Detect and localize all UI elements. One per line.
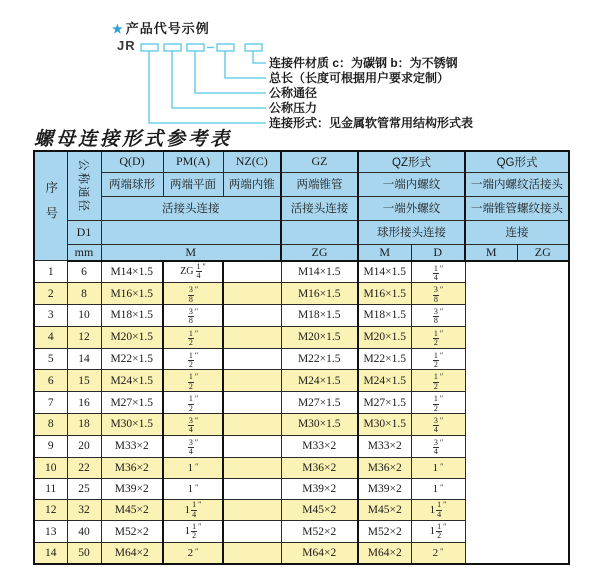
connector-line-material: [253, 51, 266, 63]
cell-qzd: M18×1.5: [281, 305, 358, 327]
cell-qgzg: $\frac{3}{8}$ ″: [411, 283, 465, 305]
label-pressure: 公称压力: [269, 101, 318, 115]
cell-qzm: [223, 478, 281, 499]
table-row: [34, 521, 569, 542]
cell-m: M27×1.5: [101, 392, 163, 414]
table-row: [34, 283, 569, 305]
cell-qzd: M20×1.5: [281, 326, 358, 348]
cell-dn: 6: [67, 261, 101, 283]
header-union-connection: 活接头连接: [101, 196, 281, 220]
code-box-5: [245, 44, 262, 51]
cell-qgm: M64×2: [358, 542, 411, 563]
cell-qzm: [223, 542, 281, 563]
table-row: [34, 435, 569, 457]
cell-gz: $\frac{1}{2}$ ″: [163, 326, 223, 348]
table-row: [34, 478, 569, 499]
cell-no: 3: [34, 305, 67, 327]
cell-dn: 14: [67, 348, 101, 370]
cell-qgzg: $\frac{3}{4}$ ″: [411, 413, 465, 435]
cell-qgzg: $\frac{3}{4}$ ″: [411, 435, 465, 457]
cell-qzd: M52×2: [281, 521, 358, 542]
cell-m: M22×1.5: [101, 348, 163, 370]
cell-qgzg: $\frac{1}{2}$ ″: [411, 348, 465, 370]
cell-qgzg: $\frac{1}{4}$ ″: [411, 261, 465, 283]
header-q: Q(D): [101, 151, 163, 172]
cell-qzm: [223, 283, 281, 305]
cell-dn: 10: [67, 305, 101, 327]
cell-no: 13: [34, 521, 67, 542]
header-qg-connect: 连接: [465, 220, 569, 244]
connector-line-diameter: [195, 51, 266, 93]
cell-qgzg: $\frac{3}{8}$ ″: [411, 305, 465, 327]
cell-m: M45×2: [101, 500, 163, 521]
cell-qgm: M24×1.5: [358, 370, 411, 392]
cell-m: M16×1.5: [101, 283, 163, 305]
header-zg: ZG: [281, 244, 358, 261]
cell-qzd: M24×1.5: [281, 370, 358, 392]
header-nz: NZ(C): [223, 151, 281, 172]
table-title: 螺母连接形式参考表: [34, 128, 233, 150]
cell-qzm: [223, 521, 281, 542]
label-material: 连接件材质 c：为碳钢 b：为不锈钢: [269, 56, 458, 70]
header-qz-m: M: [358, 244, 411, 261]
cell-qzd: M39×2: [281, 478, 358, 499]
header-qz-external: 一端外螺纹: [358, 196, 465, 220]
cell-qgm: M33×2: [358, 435, 411, 457]
cell-qzd: M36×2: [281, 457, 358, 478]
code-box-4: [217, 44, 234, 51]
cell-qgzg: $\frac{1}{2}$ ″: [411, 370, 465, 392]
cell-dn: 16: [67, 392, 101, 414]
header-qz-d: D: [411, 244, 465, 261]
cell-gz: $\frac{1}{2}$ ″: [163, 370, 223, 392]
cell-gz: $\frac{1}{2}$ ″: [163, 348, 223, 370]
cell-qgzg: $\frac{1}{2}$ ″: [411, 392, 465, 414]
product-code-heading-text: 产品代号示例: [125, 21, 210, 36]
cell-gz: 2 ″: [163, 542, 223, 563]
table-row: [34, 261, 569, 283]
cell-dn: 8: [67, 283, 101, 305]
cell-qgzg: 1 $\frac{1}{4}$ ″: [411, 500, 465, 521]
cell-no: 11: [34, 478, 67, 499]
header-pm: PM(A): [163, 151, 223, 172]
table-header: [34, 151, 569, 261]
header-qg: QG形式: [465, 151, 569, 172]
header-nz-desc: 两端内锥: [223, 172, 281, 196]
header-gz: GZ: [281, 151, 358, 172]
cell-no: 8: [34, 413, 67, 435]
cell-no: 4: [34, 326, 67, 348]
connector-line-length: [225, 51, 266, 78]
table-row: [34, 392, 569, 414]
header-m: M: [101, 244, 281, 261]
table-row: [34, 500, 569, 521]
cell-gz: 1 ″: [163, 478, 223, 499]
cell-qzm: [223, 261, 281, 283]
label-diameter: 公称通径: [269, 86, 318, 100]
cell-no: 12: [34, 500, 67, 521]
cell-qzm: [223, 435, 281, 457]
cell-qzm: [223, 370, 281, 392]
cell-qzm: [223, 305, 281, 327]
header-serial: 序号: [34, 151, 67, 261]
cell-no: 14: [34, 542, 67, 563]
cell-qzd: M27×1.5: [281, 392, 358, 414]
table-row: [34, 326, 569, 348]
cell-qzm: [223, 392, 281, 414]
cell-no: 6: [34, 370, 67, 392]
cell-no: 1: [34, 261, 67, 283]
cell-qgm: M14×1.5: [358, 261, 411, 283]
cell-qzm: [223, 457, 281, 478]
header-qg-m: M: [465, 244, 517, 261]
cell-qzm: [223, 413, 281, 435]
cell-qgzg: 1 ″: [411, 478, 465, 499]
cell-qgm: M30×1.5: [358, 413, 411, 435]
cell-qzd: M16×1.5: [281, 283, 358, 305]
cell-qgzg: $\frac{1}{2}$ ″: [411, 326, 465, 348]
cell-dn: 32: [67, 500, 101, 521]
header-gz-connection: 活接头连接: [281, 196, 358, 220]
cell-gz: 1 ″: [163, 457, 223, 478]
cell-qzd: M30×1.5: [281, 413, 358, 435]
cell-gz: ZG $\frac{1}{4}$ ″: [163, 261, 223, 283]
header-gz-desc: 两端锥管: [281, 172, 358, 196]
code-prefix: JR: [117, 38, 136, 53]
header-qz-desc: 一端内螺纹: [358, 172, 465, 196]
cell-no: 2: [34, 283, 67, 305]
header-qz: QZ形式: [358, 151, 465, 172]
header-qg-taper: 一端锥管螺纹接头: [465, 196, 569, 220]
cell-m: M18×1.5: [101, 305, 163, 327]
cell-m: M30×1.5: [101, 413, 163, 435]
header-mm: mm: [67, 244, 101, 261]
cell-no: 10: [34, 457, 67, 478]
nut-connection-table: [33, 150, 570, 565]
cell-m: M52×2: [101, 521, 163, 542]
code-box-3: [187, 44, 204, 51]
connector-line-pressure: [172, 51, 266, 108]
connector-line-connection: [149, 51, 266, 123]
cell-gz: $\frac{3}{8}$ ″: [163, 305, 223, 327]
cell-qgm: M16×1.5: [358, 283, 411, 305]
cell-dn: 12: [67, 326, 101, 348]
cell-dn: 25: [67, 478, 101, 499]
cell-m: M24×1.5: [101, 370, 163, 392]
cell-no: 5: [34, 348, 67, 370]
cell-m: M64×2: [101, 542, 163, 563]
cell-dn: 20: [67, 435, 101, 457]
cell-dn: 50: [67, 542, 101, 563]
table-body: [34, 261, 569, 564]
cell-qzm: [223, 326, 281, 348]
table-row: [34, 542, 569, 563]
header-empty-gz: [281, 220, 358, 244]
cell-qzd: M45×2: [281, 500, 358, 521]
cell-dn: 40: [67, 521, 101, 542]
header-qg-desc: 一端内螺纹活接头: [465, 172, 569, 196]
code-box-1: [141, 44, 158, 51]
cell-qgzg: 1 $\frac{1}{2}$ ″: [411, 521, 465, 542]
cell-qgm: M52×2: [358, 521, 411, 542]
table-row: [34, 348, 569, 370]
cell-gz: $\frac{3}{4}$ ″: [163, 413, 223, 435]
cell-qgm: M36×2: [358, 457, 411, 478]
cell-qgzg: 2 ″: [411, 542, 465, 563]
cell-no: 7: [34, 392, 67, 414]
cell-qgm: M39×2: [358, 478, 411, 499]
cell-qgm: M18×1.5: [358, 305, 411, 327]
header-empty-left: [101, 220, 281, 244]
table-row: [34, 457, 569, 478]
table-row: [34, 370, 569, 392]
star-icon: ★: [112, 22, 124, 36]
cell-gz: $\frac{3}{8}$ ″: [163, 283, 223, 305]
cell-qzd: M64×2: [281, 542, 358, 563]
cell-gz: $\frac{3}{4}$ ″: [163, 435, 223, 457]
cell-qgm: M45×2: [358, 500, 411, 521]
table-row: [34, 305, 569, 327]
cell-dn: 22: [67, 457, 101, 478]
cell-gz: 1 $\frac{1}{2}$ ″: [163, 521, 223, 542]
cell-m: M20×1.5: [101, 326, 163, 348]
cell-gz: 1 $\frac{1}{4}$ ″: [163, 500, 223, 521]
cell-dn: 15: [67, 370, 101, 392]
cell-no: 9: [34, 435, 67, 457]
cell-qzm: [223, 348, 281, 370]
cell-qzd: M14×1.5: [281, 261, 358, 283]
cell-m: M39×2: [101, 478, 163, 499]
cell-m: M33×2: [101, 435, 163, 457]
cell-gz: $\frac{1}{2}$ ″: [163, 392, 223, 414]
cell-dn: 18: [67, 413, 101, 435]
cell-qgm: M22×1.5: [358, 348, 411, 370]
cell-m: M36×2: [101, 457, 163, 478]
cell-qgm: M20×1.5: [358, 326, 411, 348]
cell-qzd: M22×1.5: [281, 348, 358, 370]
code-box-2: [164, 44, 181, 51]
cell-qgzg: 1 ″: [411, 457, 465, 478]
header-qz-ball: 球形接头连接: [358, 220, 465, 244]
header-qg-zg: ZG: [517, 244, 569, 261]
header-d1: D1: [67, 220, 101, 244]
cell-qgm: M27×1.5: [358, 392, 411, 414]
header-diameter: 公称通径: [67, 151, 101, 220]
table-row: [34, 413, 569, 435]
cell-qzd: M33×2: [281, 435, 358, 457]
cell-m: M14×1.5: [101, 261, 163, 283]
label-connection: 连接形式：见金属软管常用结构形式表: [269, 116, 474, 130]
label-length: 总长（长度可根据用户要求定制）: [269, 71, 450, 85]
header-q-desc: 两端球形: [101, 172, 163, 196]
cell-qzm: [223, 500, 281, 521]
header-pm-desc: 两端平面: [163, 172, 223, 196]
